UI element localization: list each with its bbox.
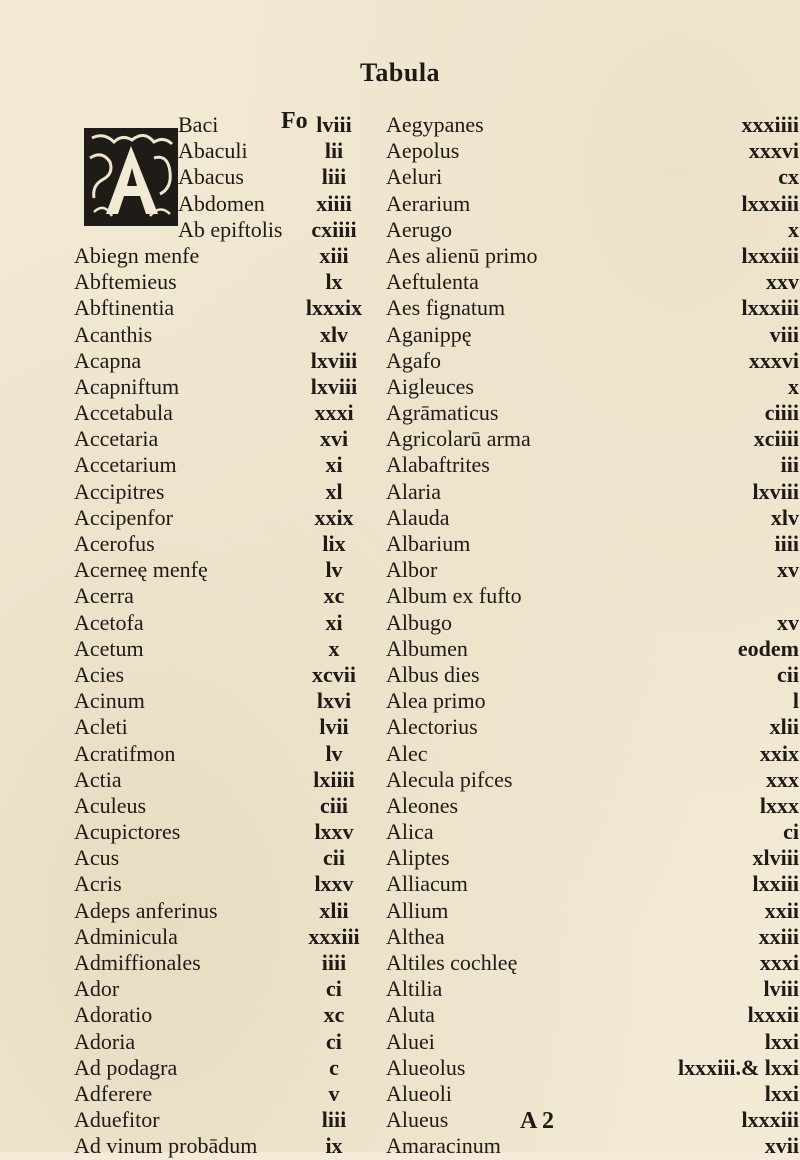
index-entry <box>74 426 384 452</box>
entry-folio: cxiiii <box>311 216 357 242</box>
index-entry <box>386 321 799 348</box>
entry-folio: xxxiiii <box>741 112 799 137</box>
entry-folio: lxxi <box>764 1080 799 1106</box>
index-entry <box>74 898 384 924</box>
index-entry <box>74 793 384 819</box>
entry-term: Acanthis <box>74 321 153 347</box>
entry-term: Adferere <box>74 1080 153 1106</box>
entry-folio: xlv <box>770 504 799 530</box>
entry-folio: lxxxix <box>305 295 363 321</box>
entry-folio: xi <box>325 452 343 478</box>
entry-term: Aigleuces <box>386 373 474 399</box>
entry-folio: cx <box>778 164 799 190</box>
entry-term: Acetofa <box>74 609 144 635</box>
entry-folio: xvi <box>319 426 349 452</box>
entry-folio: lxxx <box>759 792 799 818</box>
index-entry <box>386 583 686 609</box>
index-entry <box>386 504 799 531</box>
entry-folio: lxviii <box>310 373 358 399</box>
entry-folio: lv <box>325 557 343 583</box>
index-entry <box>74 1107 384 1133</box>
entry-term: Aduefitor <box>74 1107 160 1133</box>
index-entry <box>386 1002 799 1028</box>
entry-term: Aliptes <box>386 845 450 871</box>
entry-folio: lv <box>325 740 343 766</box>
entry-folio: xxix <box>314 504 354 530</box>
index-entry <box>386 1080 799 1107</box>
index-right-column <box>386 112 799 1160</box>
entry-folio: iiii <box>774 531 799 556</box>
index-left-column <box>74 112 384 1160</box>
entry-term: Alica <box>386 819 434 845</box>
entry-term: Agrāmaticus <box>386 400 499 426</box>
entry-term: Aluei <box>386 1028 435 1054</box>
index-entry <box>74 662 384 688</box>
entry-folio: xc <box>323 1002 345 1028</box>
entry-folio: xxxvi <box>748 138 799 164</box>
entry-term: Albumen <box>386 635 468 661</box>
entry-folio: lxxv <box>314 819 354 845</box>
entry-term: Alectorius <box>386 714 478 740</box>
index-entry <box>386 295 799 321</box>
entry-term: Alecula pifces <box>386 766 513 792</box>
entry-folio: xlii <box>769 714 799 740</box>
entry-term: Acetum <box>74 635 144 661</box>
entry-term: Albarium <box>386 531 471 556</box>
index-entry <box>74 505 384 531</box>
index-entry <box>386 452 799 478</box>
entry-folio: lxxxiii <box>741 295 799 321</box>
index-entry <box>74 217 384 243</box>
entry-folio: xxx <box>766 766 799 792</box>
entry-folio: lxviii <box>752 478 799 504</box>
entry-folio: lii <box>324 138 344 164</box>
index-entry <box>74 714 384 740</box>
entry-folio: l <box>792 688 799 714</box>
index-entry <box>386 819 799 845</box>
index-entry <box>74 269 384 295</box>
entry-folio: xxxi <box>314 400 354 426</box>
entry-term: Adeps anferinus <box>74 897 218 923</box>
entry-folio: xlii <box>319 897 349 923</box>
entry-term: Aganippę <box>386 321 472 347</box>
index-entry <box>386 242 799 269</box>
entry-term: Aerarium <box>386 190 471 216</box>
entry-folio: lxxxiii <box>741 242 799 268</box>
index-entry <box>74 531 384 557</box>
entry-term: Agricolarū arma <box>386 426 531 452</box>
entry-term: Abacus <box>178 164 244 190</box>
index-entry <box>74 819 384 845</box>
entry-folio: lxxxiii <box>741 190 799 216</box>
index-entry <box>74 950 384 976</box>
entry-term: Acapniftum <box>74 373 180 399</box>
entry-term: Aeftulenta <box>386 269 479 295</box>
entry-folio: liii <box>321 1107 347 1133</box>
entry-folio: lxxi <box>764 1028 799 1054</box>
index-entry <box>74 322 384 348</box>
entry-folio: cii <box>323 845 345 871</box>
entry-term: Acerra <box>74 583 134 609</box>
entry-term: Alabaftrites <box>386 452 490 478</box>
entry-term: Acinum <box>74 688 145 714</box>
entry-folio: lx <box>325 269 343 295</box>
entry-term: Ador <box>74 976 120 1002</box>
index-entry <box>386 1028 799 1055</box>
entry-term: Actia <box>74 766 122 792</box>
index-entry <box>386 766 799 793</box>
entry-term: Aculeus <box>74 792 147 818</box>
index-entry <box>74 1055 384 1081</box>
entry-term: Althea <box>386 923 445 949</box>
entry-folio: xv <box>777 557 799 583</box>
index-entry <box>386 923 799 950</box>
entry-term: Aerugo <box>386 216 452 242</box>
entry-folio: lviii <box>763 976 799 1002</box>
entry-folio: xv <box>777 609 799 635</box>
index-entry <box>386 950 799 976</box>
entry-term: Aepolus <box>386 138 460 164</box>
entry-term: Accetarium <box>74 452 177 478</box>
entry-term: Accetabula <box>74 400 173 426</box>
entry-term: Abftinentia <box>74 295 175 321</box>
entry-folio: c <box>329 1054 339 1080</box>
index-entry <box>386 216 799 243</box>
index-entry <box>74 1029 384 1055</box>
entry-folio: xxv <box>766 269 799 295</box>
index-entry <box>74 767 384 793</box>
index-entry <box>386 845 799 871</box>
entry-folio: lix <box>322 531 346 556</box>
index-entry <box>386 531 799 557</box>
entry-term: Allium <box>386 897 449 923</box>
entry-term: Acerofus <box>74 531 155 556</box>
index-entry <box>74 924 384 950</box>
index-entry <box>386 557 799 583</box>
entry-term: Albugo <box>386 609 452 635</box>
entry-term: Acies <box>74 661 125 687</box>
index-entry <box>74 112 384 138</box>
entry-folio: x <box>788 216 799 242</box>
entry-term: Aegypanes <box>386 112 484 137</box>
entry-folio: xlviii <box>752 845 799 871</box>
index-entry <box>74 557 384 583</box>
index-entry <box>386 373 799 400</box>
entry-term: Aes alienū primo <box>386 242 538 268</box>
entry-folio: xxiii <box>758 923 799 949</box>
index-entry <box>74 164 384 190</box>
index-entry <box>386 347 799 374</box>
entry-term: Acratifmon <box>74 740 176 766</box>
index-entry <box>386 400 799 426</box>
entry-folio: iiii <box>321 950 347 975</box>
page-title: Tabula <box>359 58 441 87</box>
index-entry <box>386 1133 799 1159</box>
entry-folio: xcvii <box>312 661 356 687</box>
entry-folio: v <box>328 1080 340 1106</box>
entry-term: Aluta <box>386 1002 435 1028</box>
index-entry <box>74 348 384 374</box>
entry-folio: xiii <box>319 242 349 268</box>
entry-term: Acris <box>74 871 122 897</box>
index-entry <box>386 609 799 636</box>
entry-term: Agafo <box>386 347 441 373</box>
entry-term: Alec <box>386 740 428 766</box>
entry-term: Accipitres <box>74 478 165 504</box>
entry-term: Ad podagra <box>74 1054 178 1080</box>
entry-folio: ciii <box>319 792 349 818</box>
entry-folio: lxxiii <box>752 871 799 897</box>
entry-folio: xxxvi <box>748 347 799 373</box>
entry-folio: x <box>788 373 799 399</box>
index-entry <box>74 741 384 767</box>
index-entry <box>386 478 799 505</box>
entry-term: Adoratio <box>74 1002 153 1028</box>
folio-header: Fo <box>281 108 308 134</box>
index-entry <box>386 871 799 897</box>
entry-folio: cii <box>777 661 799 687</box>
index-entry <box>74 243 384 269</box>
entry-term: Acapna <box>74 347 142 373</box>
entry-term: Acus <box>74 845 120 871</box>
index-entry <box>386 661 799 688</box>
entry-term: Altilia <box>386 976 443 1002</box>
index-entry <box>74 1081 384 1107</box>
index-entry <box>74 610 384 636</box>
entry-term: Albus dies <box>386 661 480 687</box>
entry-term: Aeluri <box>386 164 443 190</box>
entry-folio: ciiii <box>764 400 799 426</box>
index-entry <box>386 740 799 767</box>
entry-term: Alueus <box>386 1107 449 1133</box>
entry-folio: xc <box>323 583 345 609</box>
entry-term: Adminicula <box>74 923 178 949</box>
entry-folio: lxviii <box>310 347 358 373</box>
entry-term: Adoria <box>74 1028 136 1054</box>
entry-term: Baci <box>178 112 219 137</box>
entry-folio: xlv <box>319 321 349 347</box>
entry-term: Alueolus <box>386 1054 466 1080</box>
index-entry <box>386 635 799 662</box>
entry-folio: ix <box>325 1133 343 1159</box>
entry-term: Abiegn menfe <box>74 242 200 268</box>
index-entry <box>386 164 799 190</box>
index-entry <box>386 269 799 295</box>
entry-folio: xxix <box>759 740 799 766</box>
entry-term: Ab epiftolis <box>178 216 283 242</box>
entry-folio: lxxxiii.& lxxi <box>678 1054 799 1080</box>
entry-term: Alea primo <box>386 688 486 714</box>
index-entry <box>74 1133 384 1159</box>
entry-term: Alliacum <box>386 871 468 897</box>
entry-term: Abdomen <box>178 190 265 216</box>
entry-term: Alaria <box>386 478 441 504</box>
index-entry <box>74 295 384 321</box>
entry-term: Albor <box>386 557 438 583</box>
entry-term: Acleti <box>74 714 128 740</box>
index-entry <box>74 479 384 505</box>
index-entry <box>74 583 384 609</box>
index-entry <box>74 374 384 400</box>
entry-term: Alauda <box>386 504 450 530</box>
index-entry <box>74 688 384 714</box>
index-entry <box>74 845 384 871</box>
index-entry <box>74 452 384 478</box>
entry-folio: xiiii <box>316 190 352 216</box>
entry-folio: ci <box>326 1028 342 1054</box>
index-entry <box>386 897 799 924</box>
index-entry <box>386 1054 799 1081</box>
index-entry <box>74 871 384 897</box>
entry-folio: eodem <box>737 635 799 661</box>
entry-term: Abaculi <box>178 138 248 164</box>
entry-folio: xi <box>325 609 343 635</box>
entry-folio: xciiii <box>753 426 799 452</box>
entry-folio: lxiiii <box>313 766 355 792</box>
index-entry <box>386 792 799 819</box>
entry-term: Alueoli <box>386 1080 452 1106</box>
entry-folio: lxxxiii <box>741 1107 799 1133</box>
entry-term: Acerneę menfę <box>74 557 208 583</box>
index-entry <box>386 976 799 1002</box>
entry-folio: xxxi <box>759 950 799 975</box>
entry-folio: xxxiii <box>308 923 360 949</box>
entry-folio: liii <box>321 164 347 190</box>
entry-folio: xvii <box>764 1133 799 1159</box>
entry-term: Acupictores <box>74 819 181 845</box>
entry-folio: lxvi <box>316 688 352 714</box>
entry-folio: viii <box>769 321 799 347</box>
entry-folio: lviii <box>316 112 352 137</box>
entry-folio: lvii <box>319 714 349 740</box>
index-entry <box>74 191 384 217</box>
entry-term: Aes fignatum <box>386 295 506 321</box>
index-entry <box>386 714 799 740</box>
entry-folio: ci <box>783 819 799 845</box>
index-entry <box>74 1002 384 1028</box>
entry-term: Ad vinum probādum <box>74 1133 258 1159</box>
entry-term: Amaracinum <box>386 1133 501 1159</box>
index-entry <box>386 112 799 138</box>
entry-folio: lxxxii <box>747 1002 799 1028</box>
index-entry <box>74 636 384 662</box>
index-entry <box>74 976 384 1002</box>
entry-folio: iii <box>780 452 799 478</box>
entry-term: Admiffionales <box>74 950 201 975</box>
entry-term: Aleones <box>386 792 459 818</box>
index-entry <box>74 138 384 164</box>
entry-term: Altiles cochleę <box>386 950 518 975</box>
entry-term: Accipenfor <box>74 504 173 530</box>
entry-folio: xxii <box>764 897 799 923</box>
entry-folio: xl <box>325 478 343 504</box>
index-entry <box>386 138 799 164</box>
index-entry <box>386 190 799 217</box>
index-entry <box>386 426 799 452</box>
index-entry <box>74 400 384 426</box>
entry-folio: ci <box>326 976 342 1002</box>
entry-term: Album ex fufto <box>386 583 522 609</box>
entry-folio: lxxv <box>314 871 354 897</box>
entry-folio: x <box>328 635 340 661</box>
signature-mark: A 2 <box>520 1108 555 1134</box>
index-entry <box>386 688 799 714</box>
entry-term: Accetaria <box>74 426 159 452</box>
entry-term: Abftemieus <box>74 269 177 295</box>
